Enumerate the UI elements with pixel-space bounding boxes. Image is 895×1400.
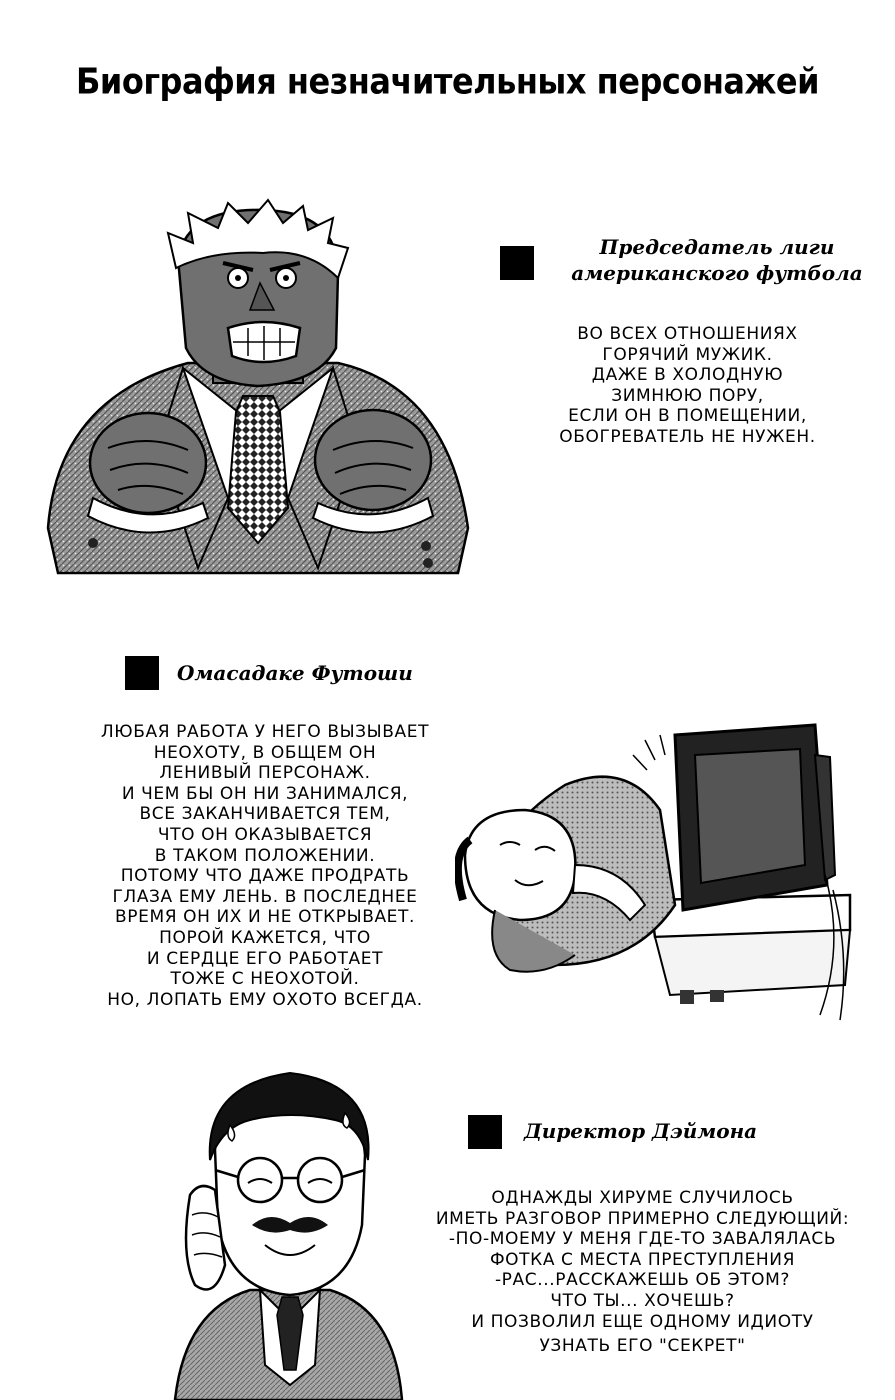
text-line: УЗНАТЬ ЕГО "СЕКРЕТ" xyxy=(539,1336,746,1357)
section-heading-line: американского футбола xyxy=(571,261,863,285)
section-heading-line: Директор Дэймона xyxy=(524,1119,758,1143)
text-line: ЕСЛИ ОН В ПОМЕЩЕНИИ, xyxy=(568,406,807,427)
bullet-square-icon xyxy=(125,656,159,690)
text-line: ВРЕМЯ ОН ИХ И НЕ ОТКРЫВАЕТ. xyxy=(114,907,416,928)
text-line: ОДНАЖДЫ ХИРУМЕ СЛУЧИЛОСЬ xyxy=(491,1188,794,1208)
text-line: -РАС...РАССКАЖЕШЬ ОБ ЭТОМ? xyxy=(494,1270,791,1291)
section-futoshi-header xyxy=(125,656,485,692)
text-line: И ПОЗВОЛИЛ ЕЩЕ ОДНОМУ ИДИОТУ xyxy=(471,1311,814,1332)
text-line: ВСЕ ЗАКАНЧИВАЕТСЯ ТЕМ, xyxy=(139,804,391,825)
text-line: НО, ЛОПАТЬ ЕМУ ОХОТО ВСЕГДА. xyxy=(107,989,423,1010)
text-line: ФОТКА С МЕСТА ПРЕСТУПЛЕНИЯ xyxy=(489,1249,796,1270)
text-line: ГЛАЗА ЕМУ ЛЕНЬ. В ПОСЛЕДНЕЕ xyxy=(112,886,418,907)
section-chairman-text xyxy=(505,324,870,448)
text-line: ПОТОМУ ЧТО ДАЖЕ ПРОДРАТЬ xyxy=(120,866,410,887)
deimon-principal-illustration xyxy=(170,1065,405,1400)
text-line: И ЧЕМ БЫ ОН НИ ЗАНИМАЛСЯ, xyxy=(121,783,409,804)
text-line: ТОЖЕ С НЕОХОТОЙ. xyxy=(170,969,360,990)
bullet-square-icon xyxy=(468,1115,502,1149)
futoshi-tv-illustration xyxy=(455,715,855,1025)
text-line: ВО ВСЕХ ОТНОШЕНИЯХ xyxy=(577,324,798,344)
text-line: ДАЖЕ В ХОЛОДНУЮ xyxy=(591,365,784,386)
text-line: НЕОХОТУ, В ОБЩЕМ ОН xyxy=(153,742,377,763)
section-chairman-header xyxy=(500,234,890,294)
section-principal-text xyxy=(400,1188,885,1357)
text-line: ПОРОЙ КАЖЕТСЯ, ЧТО xyxy=(159,927,371,948)
section-heading-line: Председатель лиги xyxy=(599,235,835,259)
text-line: В ТАКОМ ПОЛОЖЕНИИ. xyxy=(154,845,376,866)
text-line: ЧТО ОН ОКАЗЫВАЕТСЯ xyxy=(157,824,373,845)
text-line: ЗИМНЮЮ ПОРУ, xyxy=(611,385,764,406)
section-principal-header xyxy=(468,1115,868,1151)
bullet-square-icon xyxy=(500,246,534,280)
text-line: ГОРЯЧИЙ МУЖИК. xyxy=(602,344,773,365)
page-title: Биография незначительных персонажей xyxy=(76,59,819,103)
section-heading-line: Омасадаке Футоши xyxy=(177,661,413,685)
text-line: И СЕРДЦЕ ЕГО РАБОТАЕТ xyxy=(146,948,384,969)
text-line: ЧТО ТЫ... ХОЧЕШЬ? xyxy=(550,1290,735,1311)
text-line: ЛЕНИВЫЙ ПЕРСОНАЖ. xyxy=(159,763,371,784)
text-line: ЛЮБАЯ РАБОТА У НЕГО ВЫЗЫВАЕТ xyxy=(100,722,430,742)
league-chairman-illustration xyxy=(38,198,478,598)
text-line: ОБОГРЕВАТЕЛЬ НЕ НУЖЕН. xyxy=(559,426,816,447)
text-line: ИМЕТЬ РАЗГОВОР ПРИМЕРНО СЛЕДУЮЩИЙ: xyxy=(435,1208,850,1229)
text-line: -ПО-МОЕМУ У МЕНЯ ГДЕ-ТО ЗАВАЛЯЛАСЬ xyxy=(448,1229,837,1250)
section-futoshi-text xyxy=(55,722,475,1010)
